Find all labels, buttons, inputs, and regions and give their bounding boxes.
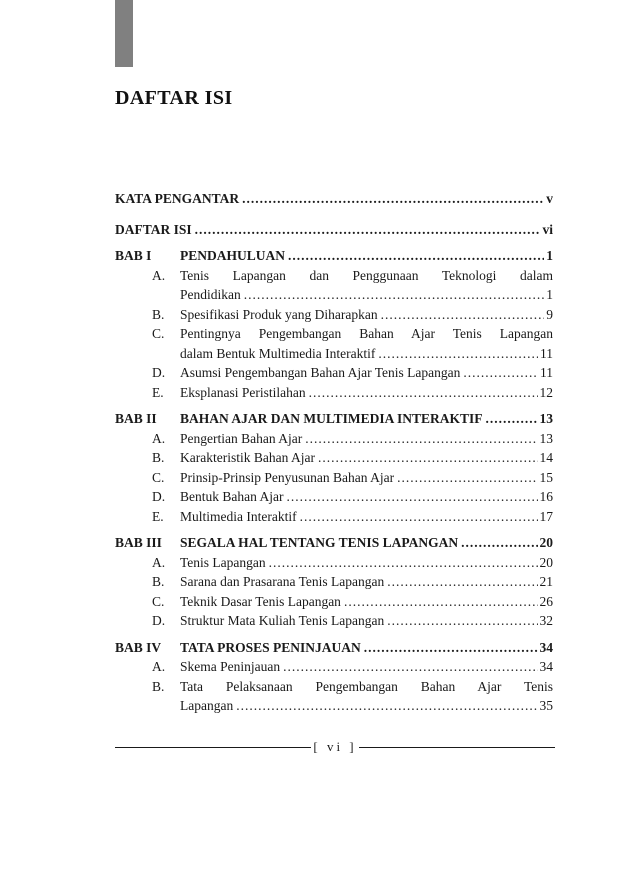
toc-item	[115, 553, 553, 573]
toc-page-number: 13	[539, 430, 553, 446]
toc-page-number: 11	[540, 345, 553, 361]
toc-entry	[115, 220, 553, 240]
toc-item	[115, 305, 553, 325]
toc-item-text: Multimedia Interaktif	[180, 508, 297, 524]
toc-item-text: Struktur Mata Kuliah Tenis Lapangan	[180, 613, 385, 628]
dot-leader	[318, 448, 538, 468]
toc-item-last-line	[180, 592, 553, 612]
toc-page-number: 34	[539, 659, 553, 674]
toc-page-number: 11	[540, 365, 553, 380]
toc-item	[115, 468, 553, 488]
toc-item-last-line	[180, 429, 553, 449]
dot-leader	[381, 305, 545, 325]
dot-leader	[397, 468, 537, 488]
toc-page-number: vi	[542, 221, 553, 237]
toc-item-text: Prinsip-Prinsip Penyusunan Bahan Ajar	[180, 469, 395, 485]
dot-leader	[387, 572, 537, 592]
page-footer	[115, 739, 555, 755]
toc-chapter-heading	[115, 638, 553, 658]
toc-item-letter: C.	[152, 469, 165, 485]
toc-item-letter: A.	[152, 430, 166, 446]
toc-item-letter: E.	[152, 508, 164, 524]
toc-item	[115, 657, 553, 677]
toc-item-letter: B.	[152, 306, 165, 322]
toc-item	[115, 572, 553, 592]
toc-page-number: 1	[546, 248, 553, 263]
toc-page-number: 13	[539, 411, 553, 426]
toc-page-number: 12	[539, 384, 553, 400]
toc-item-text: Bentuk Bahan Ajar	[180, 489, 284, 504]
chapter-number: BAB II	[115, 411, 157, 426]
toc-page-number: 9	[546, 306, 553, 322]
dot-leader	[283, 657, 537, 677]
toc-list	[115, 189, 553, 716]
toc-page-number: 14	[539, 450, 553, 465]
toc-page-number: 35	[539, 698, 553, 713]
toc-chapter-heading	[115, 533, 553, 553]
toc-item	[115, 324, 553, 363]
toc-item-last-line	[180, 468, 553, 488]
dot-leader	[288, 246, 544, 266]
toc-item-text: Asumsi Pengembangan Bahan Ajar Tenis Lapangan	[180, 365, 461, 380]
toc-item-last-line	[180, 572, 553, 592]
toc-chapter	[115, 533, 553, 631]
dot-leader	[195, 220, 541, 240]
toc-item-letter: D.	[152, 613, 166, 628]
dot-leader	[378, 344, 538, 364]
toc-item	[115, 487, 553, 507]
toc-item-last-line	[180, 696, 553, 716]
toc-item-text: Karakteristik Bahan Ajar	[180, 450, 315, 465]
dot-leader	[463, 363, 538, 383]
toc-item-last-line	[180, 657, 553, 677]
toc-page-number: 21	[539, 574, 553, 589]
toc-item-letter: B.	[152, 678, 165, 694]
dot-leader	[286, 487, 537, 507]
toc-item-text: Teknik Dasar Tenis Lapangan	[180, 593, 341, 609]
toc-item-text: dalam Bentuk Multimedia Interaktif	[180, 345, 376, 361]
toc-item-last-line	[180, 285, 553, 305]
toc-item	[115, 677, 553, 716]
chapter-number: BAB III	[115, 535, 162, 550]
toc-item-letter: D.	[152, 489, 166, 504]
dot-leader	[236, 696, 537, 716]
toc-item-text: Pengertian Bahan Ajar	[180, 430, 303, 446]
toc-item-last-line	[180, 305, 553, 325]
toc-item-letter: B.	[152, 574, 165, 589]
toc-item-last-line	[180, 507, 553, 527]
toc-item	[115, 363, 553, 383]
toc-chapter	[115, 246, 553, 402]
toc-chapter-heading	[115, 246, 553, 266]
toc-item	[115, 448, 553, 468]
toc-item-letter: E.	[152, 384, 164, 400]
toc-item-letter: B.	[152, 450, 165, 465]
toc-page-number: 17	[539, 508, 553, 524]
toc-page-number: v	[546, 191, 553, 206]
toc-item-text-wrap: Tenis Lapangan dan Penggunaan Teknologi dalam	[180, 267, 553, 283]
toc-item	[115, 611, 553, 631]
dot-leader	[305, 429, 537, 449]
toc-item-text: Lapangan	[180, 698, 234, 713]
toc-item-text: Spesifikasi Produk yang Diharapkan	[180, 306, 378, 322]
toc-page-number: 1	[546, 287, 553, 302]
page-number: [ vi ]	[313, 739, 357, 754]
dot-leader	[486, 409, 538, 429]
toc-chapter	[115, 409, 553, 526]
chapter-title: PENDAHULUAN	[180, 248, 286, 263]
dot-leader	[309, 383, 538, 403]
toc-item-last-line	[180, 487, 553, 507]
chapter-number: BAB I	[115, 248, 152, 263]
toc-item-last-line	[180, 344, 553, 364]
toc-item-text-wrap: Tata Pelaksanaan Pengembangan Bahan Ajar Tenis	[180, 678, 553, 694]
toc-item	[115, 429, 553, 449]
toc-page-number: 15	[539, 469, 553, 485]
chapter-title: SEGALA HAL TENTANG TENIS LAPANGAN	[180, 535, 459, 550]
decorative-corner-bar	[115, 0, 133, 67]
dot-leader	[461, 533, 537, 553]
dot-leader	[387, 611, 537, 631]
toc-chapter-heading	[115, 409, 553, 429]
toc-item	[115, 383, 553, 403]
dot-leader	[364, 638, 538, 658]
toc-page-number: 34	[539, 639, 553, 655]
toc-item-letter: C.	[152, 593, 165, 609]
toc-item-text: Eksplanasi Peristilahan	[180, 384, 306, 400]
toc-item	[115, 266, 553, 305]
toc-entry	[115, 189, 553, 209]
toc-item	[115, 592, 553, 612]
page-title: DAFTAR ISI	[115, 87, 233, 109]
toc-item-letter: A.	[152, 554, 166, 570]
toc-item-last-line	[180, 383, 553, 403]
chapter-number: BAB IV	[115, 639, 162, 655]
dot-leader	[344, 592, 538, 612]
toc-item-letter: A.	[152, 267, 166, 283]
toc-item-text: Tenis Lapangan	[180, 554, 266, 570]
toc-item-text: Sarana dan Prasarana Tenis Lapangan	[180, 574, 385, 589]
toc-item-last-line	[180, 553, 553, 573]
toc-item-letter: D.	[152, 365, 166, 380]
toc-entry-label: DAFTAR ISI	[115, 221, 192, 237]
chapter-title: BAHAN AJAR DAN MULTIMEDIA INTERAKTIF	[180, 411, 483, 426]
toc-item-text: Pendidikan	[180, 287, 241, 302]
toc-chapter	[115, 638, 553, 716]
toc-item-letter: A.	[152, 659, 166, 674]
toc-item-letter: C.	[152, 326, 165, 341]
dot-leader	[244, 285, 545, 305]
toc-item-last-line	[180, 363, 553, 383]
footer-rule-left	[115, 747, 311, 748]
toc-item-last-line	[180, 611, 553, 631]
toc-item-last-line	[180, 448, 553, 468]
toc-item-text-wrap: Pentingnya Pengembangan Bahan Ajar Tenis Lapangan	[180, 326, 553, 341]
toc-item	[115, 507, 553, 527]
toc-page-number: 32	[539, 613, 553, 628]
toc-entry-label: KATA PENGANTAR	[115, 191, 240, 206]
dot-leader	[269, 553, 538, 573]
toc-page-number: 20	[539, 554, 553, 570]
dot-leader	[242, 189, 544, 209]
toc-item-text: Skema Peninjauan	[180, 659, 281, 674]
toc-page-number: 26	[539, 593, 553, 609]
toc-page-number: 16	[539, 489, 553, 504]
toc-page-number: 20	[539, 535, 553, 550]
chapter-title: TATA PROSES PENINJAUAN	[180, 639, 361, 655]
footer-rule-right	[359, 747, 555, 748]
dot-leader	[300, 507, 538, 527]
